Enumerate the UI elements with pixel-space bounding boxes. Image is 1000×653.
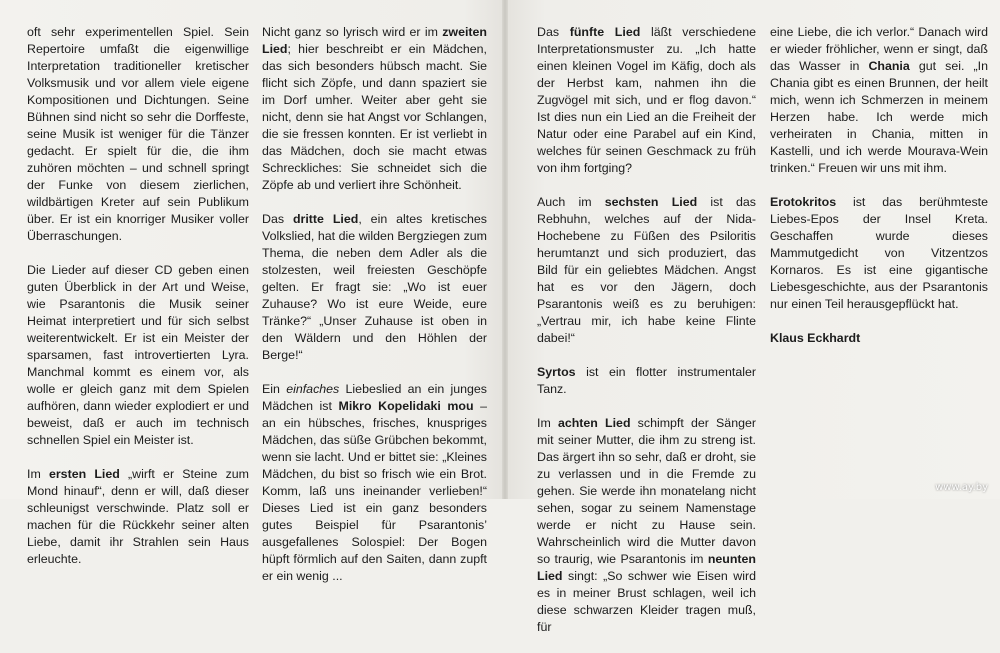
song-title: neunten Lied <box>537 552 756 583</box>
watermark: www.ay.by <box>935 482 988 493</box>
song-title: achten Lied <box>557 416 631 430</box>
paragraph: Auch im sechsten Lied ist das Rebhuhn, welches auf der Nida-Hochebene zu Füßen des Psiloritis herumtanzt und sich produziert, das Bild für ein geliebtes Mädchen. Angst hat es vor den Jägern, doch Psarantonis weiß es zu beruhigen: „Vertrau mir, ich habe keine Flinte dabei!“ <box>537 195 756 345</box>
paragraph: Im ersten Lied „wirft er Steine zum Mond hinauf“, denn er will, daß dieser schleunigst verschwinde. Platz soll er machen für die Rückkehr seiner alten Liebe, damit ihr Strahlen sein Haus erleuchte. <box>27 467 249 566</box>
song-title: Syrtos <box>537 365 576 379</box>
paragraph: Ein einfaches Liebeslied an ein junges Mädchen ist Mikro Kopelidaki mou – an ein hübsches, frisches, knuspriges Mädchen, das süße Grübchen bekommt, wenn sie lacht. Und er bittet sie: „Kleines Mädchen, du bist so frisch wie ein Brot. Komm, laß uns ineinander verlieben!“ Dieses Lied ist ein ganz besonders gutes Beispiel für Psarantonis’ ausgefallenes Solospiel: Der Bogen hüpft förmlich auf den Saiten, dann zupft er ein wenig ... <box>262 382 487 583</box>
paragraph: Erotokritos ist das berühmteste Liebes-Epos der Insel Kreta. Geschaffen wurde dieses Mammutgedicht von Vitzentzos Kornaros. Es ist eine gigantische Liebesgeschichte, aus der Psarantonis nur einen Teil herausgepflückt hat. <box>770 195 988 311</box>
paragraph: Syrtos ist ein flotter instrumentaler Tanz. <box>537 365 756 396</box>
song-title: ersten Lied <box>48 467 120 481</box>
paragraph: Das fünfte Lied läßt verschiedene Interpretationsmuster zu. „Ich hatte einen kleinen Vogel im Käfig, doch als der Herbst kam, nahmen ihn die Zugvögel mit sich, und er flog davon.“ Ist dies nun ein Lied an die Freiheit der Natur oder eine Parabel auf ein Kind, welches für seinen Geschmack zu früh von ihm fortging? <box>537 25 756 175</box>
page-gutter <box>502 0 508 499</box>
song-title: zweiten Lied <box>262 25 487 56</box>
paragraph: Im achten Lied schimpft der Sänger mit seiner Mutter, die ihm zu streng ist. Das ärgert ihn so sehr, daß er droht, sie zu verlassen und in die Fremde zu gehen. Sie werde ihn monatelang nicht sehen, sogar zu seinem Namenstage werde er nicht zu Hause sein. Wahrscheinlich wird die Mutter davon so traurig, wie Psarantonis im neunten Lied singt: „So schwer wie Eisen wird es in meiner Brust schlagen, weil ich diese schwarzen Kleider tragen muß, für <box>537 416 756 634</box>
paragraph: oft sehr experimentellen Spiel. Sein Repertoire umfaßt die eigenwillige Interpretation traditioneller kretischer Volksmusik und vor allem viele eigene Kompositionen und Dichtungen. Seine Bühnen sind nicht so sehr die Dorffeste, seine Musik ist weniger für die Tänzer gedacht. Er spielt für die, die ihm zuhören möchten – und schnell springt der Funke von diesem zierlichen, wildbärtigen Kreter auf sein Publikum über. Er ist ein knorriger Musiker voller Überraschungen. <box>27 25 249 243</box>
column-1 <box>27 24 249 585</box>
song-title: Erotokritos <box>770 195 837 209</box>
song-title: Mikro Kopelidaki mou <box>338 399 474 413</box>
paragraph: Das dritte Lied, ein altes kretisches Volkslied, hat die wilden Bergziegen zum Thema, die neben dem Adler als die stolzesten, weil freiesten Geschöpfe gelten. Er fragt sie: „Wo ist euer Zuhause? Wo ist eure Weide, eure Tränke?“ „Unser Zuhause ist oben in den Wäldern und den Höhlen der Berge!“ <box>262 212 487 362</box>
column-3 <box>537 24 756 653</box>
paragraph: eine Liebe, die ich verlor.“ Danach wird er wieder fröhlicher, wenn er singt, daß das Wasser in Chania gut sei. „In Chania gibt es einen Brunnen, der heilt mich, wenn ich Schmerzen in meinem Herzen habe. Ich werde mich verheiraten in Chania, mitten in Kastelli, und ich werde Mourava-Wein trinken.“ Freuen wir uns mit ihm. <box>770 25 988 175</box>
author-signature: Klaus Eckhardt <box>770 331 861 345</box>
song-title: dritte Lied <box>292 212 359 226</box>
song-title: fünfte Lied <box>569 25 641 39</box>
place-name: Chania <box>868 59 910 73</box>
paragraph: Nicht ganz so lyrisch wird er im zweiten Lied; hier beschreibt er ein Mädchen, das sich besonders hübsch macht. Sie flicht sich Zöpfe, und dann spaziert sie im Dorf umher. Weiter aber geht sie nicht, denn sie hat Angst vor Schlangen, die sie fressen konnten. Er ist verliebt in das Mädchen, doch sie macht etwas Schreckliches: Sie schneidet sich die Zöpfe ab und verliert ihre Schönheit. <box>262 25 487 192</box>
song-title: sechsten Lied <box>604 195 698 209</box>
paragraph: Die Lieder auf dieser CD geben einen guten Überblick in der Art und Weise, wie Psarantonis die Musik seiner Heimat interpretiert und für sich selbst weiterentwickelt. Er ist ein Meister der sparsamen, fast introvertierten Lyra. Manchmal kommt es einem vor, als wolle er gleich ganz mit dem Spielen aufhören, dann wieder explodiert er und beweist, daß er auch im technisch schnellen Spiel ein Meister ist. <box>27 263 249 447</box>
column-4 <box>770 24 988 364</box>
column-2 <box>262 24 487 602</box>
